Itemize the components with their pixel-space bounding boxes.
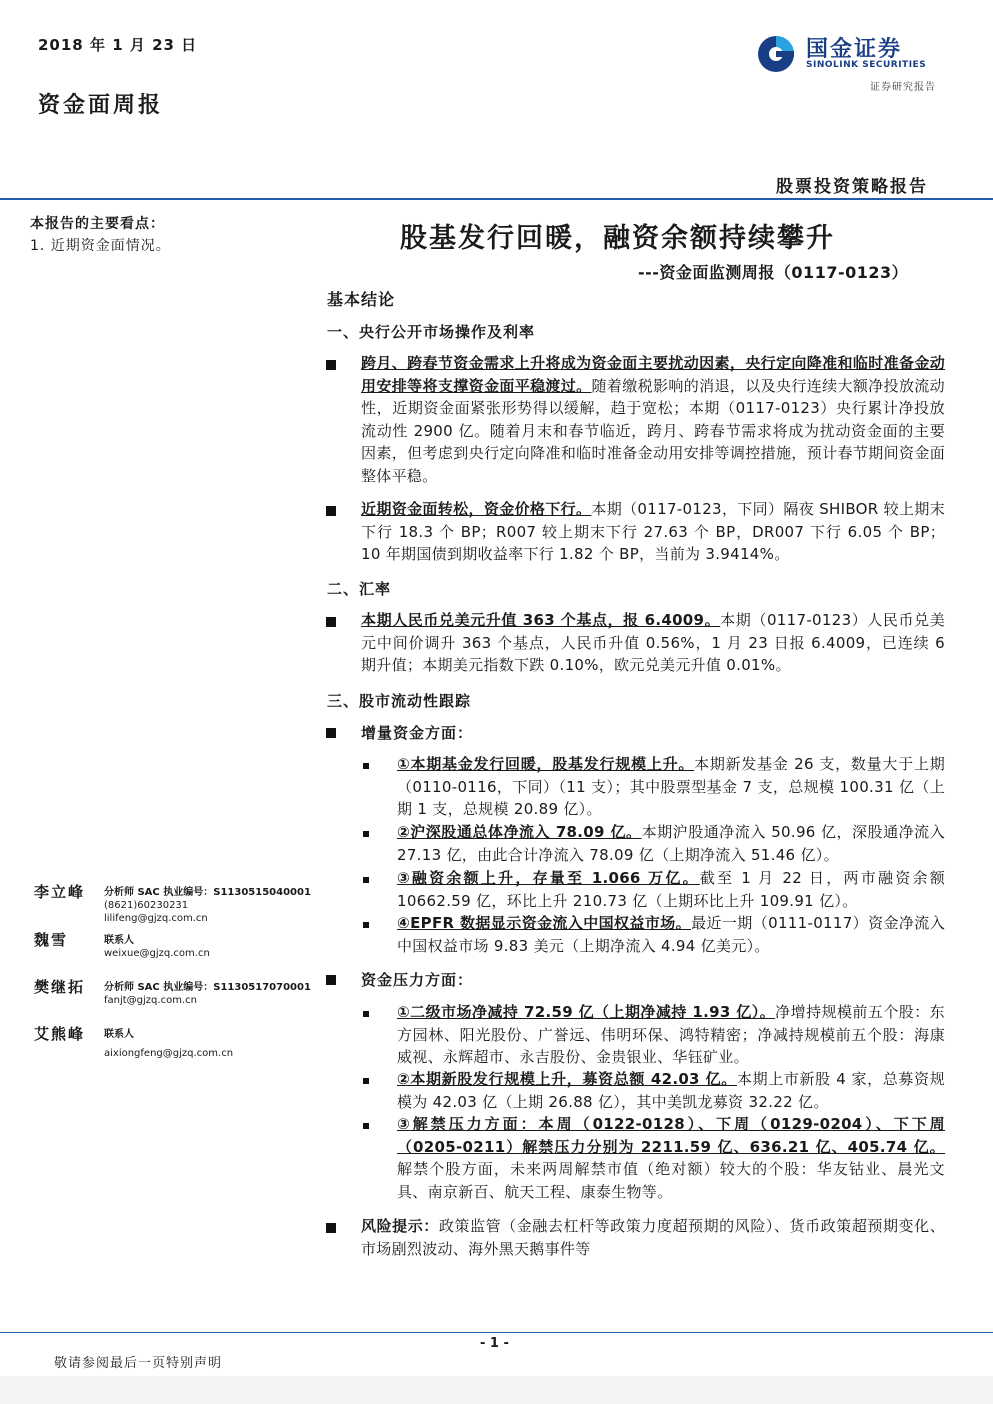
bullet-2-highlight: 近期资金面转松，资金价格下行。 bbox=[361, 500, 592, 518]
author-email: fanjt@gjzq.com.cn bbox=[104, 995, 197, 1006]
author-email: weixue@gjzq.com.cn bbox=[104, 948, 210, 959]
inc-item-3 bbox=[397, 867, 945, 912]
bullet-2-text: 本期（0117-0123，下同）隔夜 SHIBOR 较上期末下行 18.3 个 BP；R007 较上期末下行 27.63 个 BP，DR007 下行 6.05 个 BP；10 年期国债到期收益率下行 1.82 个 BP，当前为 3.9414%。 bbox=[361, 500, 945, 563]
author-phone: (8621)60230231 bbox=[104, 900, 189, 911]
inc-item-4-highlight: ④EPFR 数据显示资金流入中国权益市场。 bbox=[397, 914, 692, 932]
author-email: aixiongfeng@gjzq.com.cn bbox=[104, 1048, 234, 1059]
inc-item-4 bbox=[397, 912, 945, 957]
pressure-item-1-text: 净增持规模前五个股：东方园林、阳光股份、广誉远、伟明环保、鸿特精密；净减持规模前五个股：海康威视、永辉超市、永吉股份、金贵银业、华钰矿业。 bbox=[397, 1003, 945, 1066]
inc-item-1-highlight: ①本期基金发行回暖，股基发行规模上升。 bbox=[397, 755, 695, 773]
author-email: lilifeng@gjzq.com.cn bbox=[104, 913, 208, 924]
sidebar-heading: 本报告的主要看点： bbox=[30, 216, 165, 232]
section-1-heading: 一、央行公开市场操作及利率 bbox=[327, 323, 536, 341]
section-2-heading: 二、汇率 bbox=[327, 580, 392, 598]
page-bottom-band bbox=[0, 1376, 993, 1404]
pressure-item-3-highlight: ③解禁压力方面：本周（0122-0128）、下周（0129-0204）、下下周（0205-0211）解禁压力分别为 2211.59 亿、636.21 亿、405.74 亿。 bbox=[397, 1115, 945, 1156]
disclaimer-note: 敬请参阅最后一页特别声明 bbox=[54, 1356, 223, 1371]
report-subtitle: ---资金面监测周报（0117-0123） bbox=[638, 263, 909, 282]
logo-subtitle: 证券研究报告 bbox=[870, 82, 936, 93]
sub-bullet-icon bbox=[363, 1078, 369, 1084]
page-number: - 1 - bbox=[480, 1336, 509, 1351]
bullet-icon bbox=[326, 1223, 336, 1233]
section-3-heading: 三、股市流动性跟踪 bbox=[327, 692, 472, 710]
sub-bullet-icon bbox=[363, 763, 369, 769]
inc-item-4-text: 最近一期（0111-0117）资金净流入中国权益市场 9.83 美元（上期净流入 4.94 亿美元）。 bbox=[397, 914, 946, 955]
bullet-paragraph-1 bbox=[361, 352, 945, 487]
author-info bbox=[104, 981, 311, 1007]
author-name: 艾熊峰 bbox=[34, 1025, 86, 1043]
author-role: 联系人 bbox=[104, 1029, 134, 1040]
bullet-1-highlight: 跨月、跨春节资金需求上升将成为资金面主要扰动因素，央行定向降准和临时准备金动用安排等将支撑资金面平稳渡过。 bbox=[361, 354, 945, 395]
report-date: 2018 年 1 月 23 日 bbox=[38, 36, 198, 54]
bullet-3-highlight: 本期人民币兑美元升值 363 个基点，报 6.4009。 bbox=[361, 611, 721, 629]
author-info bbox=[104, 886, 311, 925]
author-credential: 分析师 SAC 执业编号：S1130517070001 bbox=[104, 982, 311, 993]
author-credential: 分析师 SAC 执业编号：S1130515040001 bbox=[104, 887, 311, 898]
bullet-icon bbox=[326, 728, 336, 738]
header-divider bbox=[0, 198, 993, 200]
pressure-heading: 资金压力方面： bbox=[361, 971, 474, 989]
sub-bullet-icon bbox=[363, 1011, 369, 1017]
series-title: 资金面周报 bbox=[38, 93, 164, 118]
logo-chinese-name: 国金证券 bbox=[806, 37, 903, 62]
sub-bullet-icon bbox=[363, 877, 369, 883]
bullet-paragraph-2 bbox=[361, 498, 945, 566]
logo-icon bbox=[756, 34, 796, 74]
conclusion-heading: 基本结论 bbox=[327, 290, 396, 309]
author-name: 魏雪 bbox=[34, 931, 69, 949]
pressure-item-2-highlight: ②本期新股发行规模上升，募资总额 42.03 亿。 bbox=[397, 1070, 737, 1088]
pressure-item-1 bbox=[397, 1001, 945, 1069]
bullet-1-text: 随着缴税影响的消退，以及央行连续大额净投放流动性，近期资金面紧张形势得以缓解，趋于宽松；本期（0117-0123）央行累计净投放流动性 2900 亿。随着月末和春节临近，跨月、跨春节需求将成为扰动资金面的主要因素，但考虑到央行定向降准和临时准备金动用安排等调控措施，预计春节期间资金面整体平稳。 bbox=[361, 376, 945, 485]
pressure-item-3-text: 解禁个股方面，未来两周解禁市值（绝对额）较大的个股：华友钴业、晨光文具、南京新百、航天工程、康泰生物等。 bbox=[397, 1160, 945, 1201]
logo-english-name: SINOLINK SECURITIES bbox=[806, 60, 927, 70]
sidebar-item: 1. 近期资金面情况。 bbox=[30, 238, 171, 254]
author-info bbox=[104, 1028, 233, 1060]
report-title: 股基发行回暖，融资余额持续攀升 bbox=[400, 223, 835, 254]
risk-text: 政策监管（金融去杠杆等政策力度超预期的风险）、货币政策超预期变化、市场剧烈波动、海外黑天鹅事件等 bbox=[361, 1217, 945, 1258]
pressure-item-2 bbox=[397, 1068, 945, 1113]
sub-bullet-icon bbox=[363, 922, 369, 928]
inc-item-1-text: 本期新发基金 26 支，数量大于上期（0110-0116，下同）（11 支）；其中股票型基金 7 支，总规模 100.31 亿（上期 1 支，总规模 20.89 亿）。 bbox=[397, 755, 945, 818]
footer-divider bbox=[0, 1332, 993, 1333]
bullet-paragraph-3 bbox=[361, 609, 945, 677]
incremental-funds-heading: 增量资金方面： bbox=[361, 724, 474, 742]
inc-item-2-text: 本期沪股通净流入 50.96 亿，深股通净流入 27.13 亿，由此合计净流入 78.09 亿（上期净流入 51.46 亿）。 bbox=[397, 823, 945, 864]
sub-bullet-icon bbox=[363, 1123, 369, 1129]
bullet-3-text: 本期（0117-0123）人民币兑美元中间价调升 363 个基点，人民币升值 0.56%，1 月 23 日报 6.4009，已连续 6 期升值；本期美元指数下跌 0.10%，欧元兑美元升值 0.01%。 bbox=[361, 611, 945, 674]
risk-label: 风险提示： bbox=[361, 1217, 439, 1235]
author-name: 李立峰 bbox=[34, 883, 86, 901]
pressure-item-2-text: 本期上市新股 4 家，总募资规模为 42.03 亿（上期 26.88 亿），其中美凯龙募资 32.22 亿。 bbox=[397, 1070, 945, 1111]
inc-item-2-highlight: ②沪深股通总体净流入 78.09 亿。 bbox=[397, 823, 642, 841]
author-name: 樊继拓 bbox=[34, 978, 86, 996]
inc-item-3-text: 截至 1 月 22 日，两市融资余额 10662.59 亿，环比上升 210.73 亿（上期环比上升 109.91 亿）。 bbox=[397, 869, 945, 910]
pressure-item-3 bbox=[397, 1113, 945, 1203]
pressure-item-1-highlight: ①二级市场净减持 72.59 亿（上期净减持 1.93 亿）。 bbox=[397, 1003, 776, 1021]
inc-item-2 bbox=[397, 821, 945, 866]
inc-item-1 bbox=[397, 753, 945, 821]
bullet-icon bbox=[326, 506, 336, 516]
bullet-icon bbox=[326, 360, 336, 370]
bullet-icon bbox=[326, 617, 336, 627]
risk-warning bbox=[361, 1215, 945, 1260]
author-role: 联系人 bbox=[104, 935, 134, 946]
sub-bullet-icon bbox=[363, 831, 369, 837]
report-type: 股票投资策略报告 bbox=[776, 177, 928, 197]
inc-item-3-highlight: ③融资余额上升，存量至 1.066 万亿。 bbox=[397, 869, 700, 887]
bullet-icon bbox=[326, 975, 336, 985]
author-info bbox=[104, 934, 210, 960]
